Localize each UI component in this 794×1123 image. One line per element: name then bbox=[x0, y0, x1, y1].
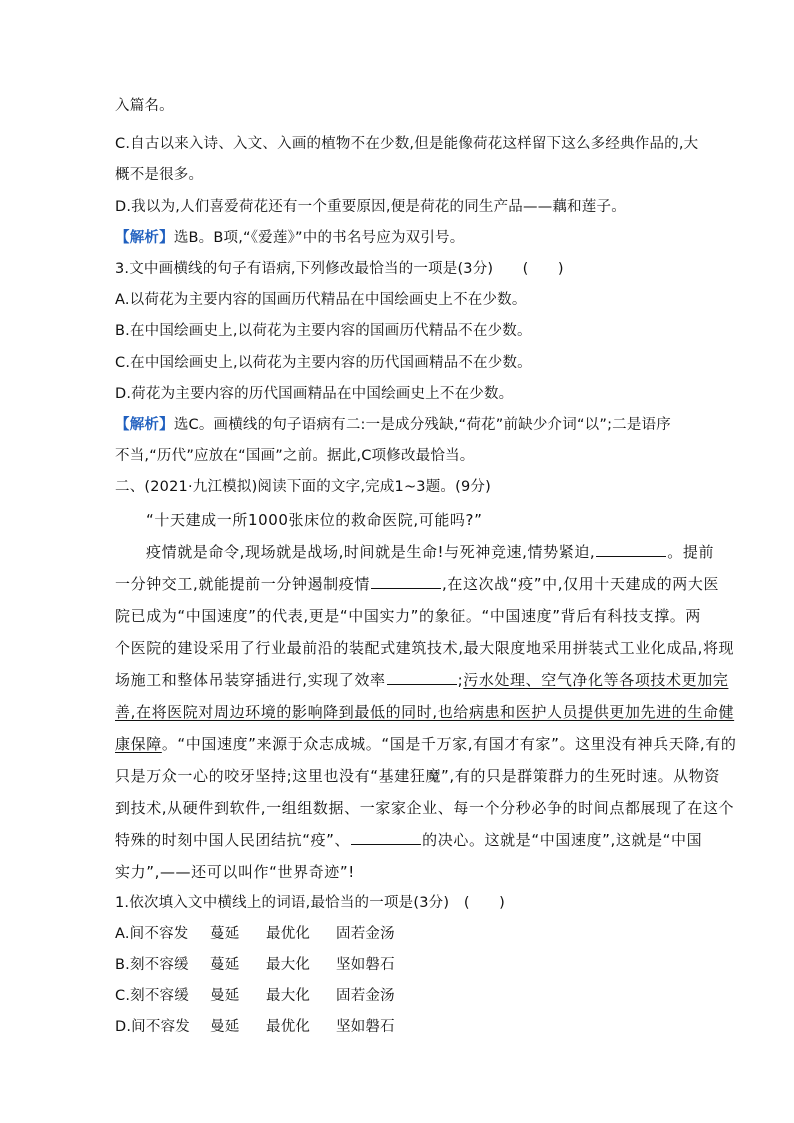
text-span: 。“中国速度”来源于众志成城。“国是千万家,有国才有家”。这里没有神兵天降,有的 bbox=[161, 735, 737, 753]
analysis-line bbox=[115, 228, 464, 248]
option-letter-word: B.刻不容缓 bbox=[115, 957, 189, 973]
text-span: 不当,“历代”应放在“国画”之前。据此,C项修改最恰当。 bbox=[115, 448, 475, 464]
option-d-line bbox=[115, 197, 626, 217]
passage-line bbox=[115, 702, 734, 722]
option-word: 固若金汤 bbox=[336, 926, 395, 942]
question-1-option-c bbox=[115, 986, 395, 1006]
option-word: 固若金汤 bbox=[336, 988, 395, 1004]
fill-blank-3 bbox=[387, 670, 457, 685]
text-span: 实力”,——还可以叫作“世界奇迹”! bbox=[115, 863, 355, 881]
underlined-sentence: 善,在将医院对周边环境的影响降到最低的同时,也给病患和医护人员提供更加先进的生命健 bbox=[115, 703, 735, 721]
question-3 bbox=[115, 259, 564, 279]
text-span: 入篇名。 bbox=[115, 98, 174, 114]
text-span: 二、(2021·九江模拟)阅读下面的文字,完成1~3题。(9分) bbox=[115, 479, 491, 495]
analysis-line bbox=[115, 415, 671, 435]
text-span: 一分钟交工,就能提前一分钟遏制疫情 bbox=[115, 575, 370, 593]
text-span: D.我以为,人们喜爱荷花还有一个重要原因,便是荷花的同生产品——藕和莲子。 bbox=[115, 199, 626, 215]
option-word: 最优化 bbox=[266, 1019, 311, 1035]
underlined-sentence: 污水处理、空气净化等各项技术更加完 bbox=[463, 671, 729, 689]
question-3-option-d bbox=[115, 384, 513, 404]
analysis-tag: 【解析】 bbox=[115, 417, 174, 433]
option-word: 最优化 bbox=[266, 926, 311, 942]
passage-line bbox=[115, 830, 702, 850]
option-word: 坚如磐石 bbox=[336, 957, 395, 973]
option-word: 蔓延 bbox=[210, 957, 240, 973]
option-word: 曼延 bbox=[210, 988, 240, 1004]
text-span: C.在中国绘画史上,以荷花为主要内容的历代国画精品不在少数。 bbox=[115, 355, 532, 371]
question-1 bbox=[115, 893, 505, 913]
underlined-sentence: 康保障 bbox=[115, 735, 162, 753]
question-3-option-a bbox=[115, 290, 527, 310]
passage-line bbox=[115, 798, 734, 818]
fill-blank-2 bbox=[371, 574, 441, 589]
option-c-line bbox=[115, 134, 698, 154]
option-word: 最大化 bbox=[266, 988, 311, 1004]
text-span: 只是万众一心的咬牙坚持;这里也没有“基建狂魔”,有的只是群策群力的生死时速。从物资 bbox=[115, 767, 720, 785]
option-letter-word: C.刻不容缓 bbox=[115, 988, 189, 1004]
text-span: 的决心。这就是“中国速度”,这就是“中国 bbox=[422, 831, 703, 849]
question-1-option-a bbox=[115, 924, 395, 944]
text-span: A.以荷花为主要内容的国画历代精品在中国绘画史上不在少数。 bbox=[115, 292, 527, 308]
passage-line bbox=[115, 670, 728, 690]
text-span: 选B。B项,“《爱莲》”中的书名号应为双引号。 bbox=[173, 230, 465, 246]
passage-line bbox=[115, 862, 355, 882]
option-letter-word: A.间不容发 bbox=[115, 926, 189, 942]
fill-blank-1 bbox=[596, 542, 666, 557]
passage-line bbox=[115, 574, 719, 594]
text-span: 个医院的建设采用了行业最前沿的装配式建筑技术,最大限度地采用拼装式工业化成品,将现 bbox=[115, 639, 735, 657]
option-letter-word: D.间不容发 bbox=[115, 1019, 190, 1035]
text-span: D.荷花为主要内容的历代国画精品在中国绘画史上不在少数。 bbox=[115, 386, 514, 402]
question-1-option-b bbox=[115, 955, 395, 975]
passage-line bbox=[115, 638, 734, 658]
text-span: 。提前 bbox=[667, 543, 715, 561]
option-word: 最大化 bbox=[266, 957, 311, 973]
text-span: 概不是很多。 bbox=[115, 167, 204, 183]
section-heading bbox=[115, 477, 491, 497]
analysis-tag: 【解析】 bbox=[115, 230, 174, 246]
text-span: C.自古以来入诗、入文、入画的植物不在少数,但是能像荷花这样留下这么多经典作品的,大 bbox=[115, 136, 699, 152]
passage-line bbox=[115, 766, 720, 786]
text-span: “十天建成一所1000张床位的救命医院,可能吗?” bbox=[146, 511, 483, 529]
passage-line bbox=[115, 606, 701, 626]
text-span: ,在这次战“疫”中,仅用十天建成的两大医 bbox=[441, 575, 720, 593]
text-span: B.在中国绘画史上,以荷花为主要内容的国画历代精品不在少数。 bbox=[115, 323, 532, 339]
option-word: 曼延 bbox=[210, 1019, 240, 1035]
text-span: ; bbox=[457, 671, 464, 689]
text-span: 特殊的时刻中国人民团结抗“疫”、 bbox=[115, 831, 351, 849]
question-3-option-c bbox=[115, 353, 532, 373]
text-span: 院已成为“中国速度”的代表,更是“中国实力”的象征。“中国速度”背后有科技支撑。两 bbox=[115, 607, 701, 625]
question-3-option-b bbox=[115, 321, 532, 341]
question-1-option-d bbox=[115, 1017, 395, 1037]
text-span: 到技术,从硬件到软件,一组组数据、一家家企业、每一个分秒必争的时间点都展现了在这个 bbox=[115, 799, 735, 817]
option-word: 坚如磐石 bbox=[336, 1019, 395, 1035]
passage-line bbox=[115, 734, 736, 754]
text-span: 场施工和整体吊装穿插进行,实现了效率 bbox=[115, 671, 386, 689]
text-span: 疫情就是命令,现场就是战场,时间就是生命!与死神竞速,情势紧迫, bbox=[146, 543, 596, 561]
text-line bbox=[115, 446, 475, 466]
text-span: 1.依次填入文中横线上的词语,最恰当的一项是(3分) ( ) bbox=[115, 895, 505, 911]
option-word: 蔓延 bbox=[210, 926, 240, 942]
fill-blank-4 bbox=[351, 830, 421, 845]
text-span: 3.文中画横线的句子有语病,下列修改最恰当的一项是(3分) ( ) bbox=[115, 261, 564, 277]
text-span: 选C。画横线的句子语病有二:一是成分残缺,“荷花”前缺少介词“以”;二是语序 bbox=[173, 417, 671, 433]
text-line bbox=[115, 96, 174, 116]
passage-title bbox=[146, 510, 482, 530]
text-line bbox=[115, 165, 203, 185]
passage-line bbox=[146, 542, 714, 562]
